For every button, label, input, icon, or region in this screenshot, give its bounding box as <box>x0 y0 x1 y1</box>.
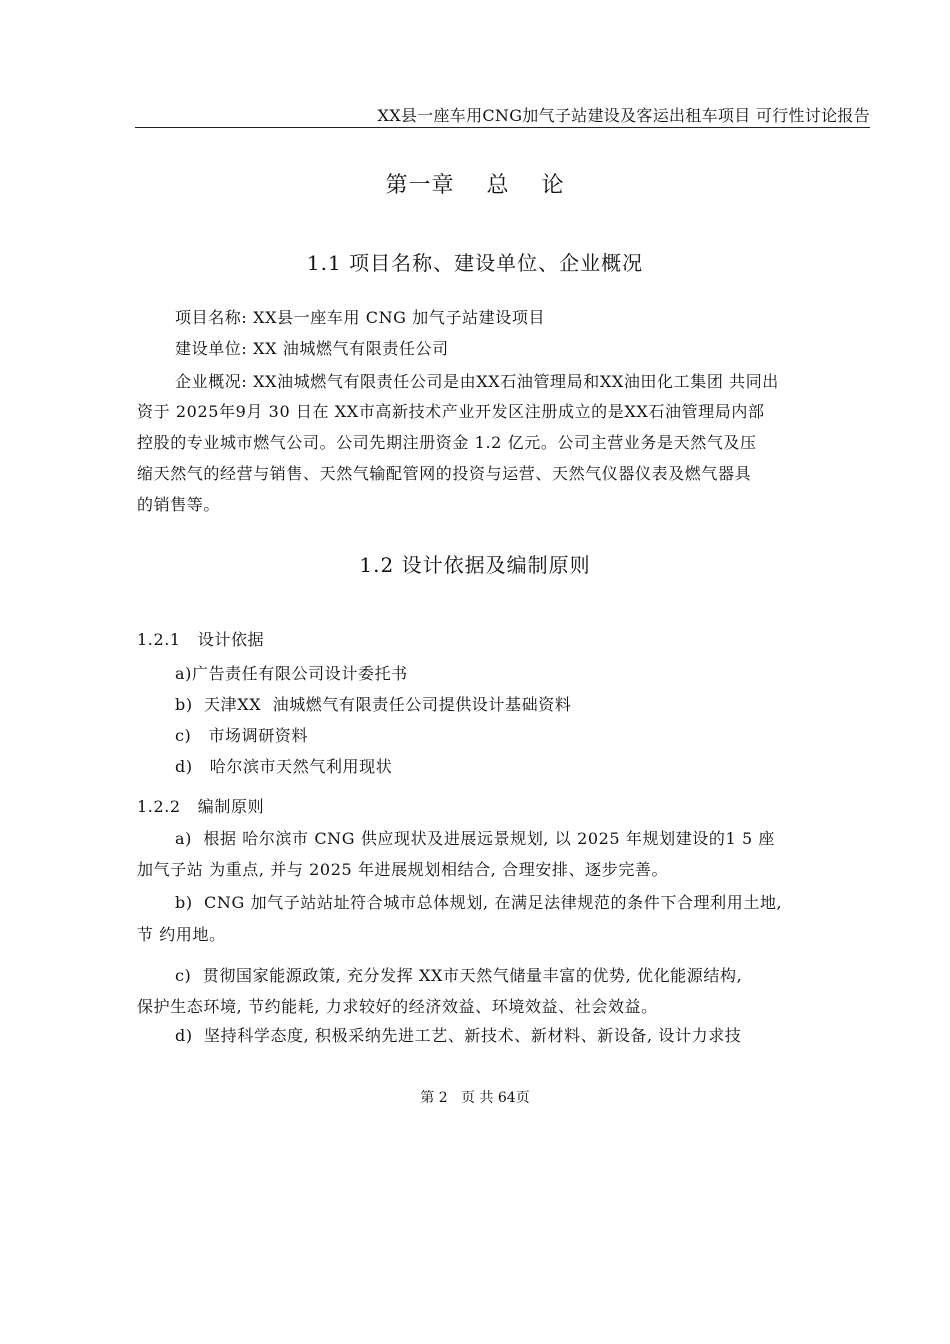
design-basis-item: d) 哈尔滨市天然气利用现状 <box>175 757 393 776</box>
design-basis-item: c) 市场调研资料 <box>175 726 309 745</box>
principle-line: a) 根据 哈尔滨市 CNG 供应现状及进展远景规划, 以 2025 年规划建设的1 5 座 <box>175 829 776 848</box>
principle-line: c) 贯彻国家能源政策, 充分发挥 XX市天然气储量丰富的优势, 优化能源结构, <box>175 966 743 985</box>
page-header <box>135 101 870 128</box>
company-overview-line: 缩天然气的经营与销售、天然气输配管网的投资与运营、天然气仪器仪表及燃气器具 <box>137 464 752 483</box>
principle-line: b) CNG 加气子站站址符合城市总体规划, 在满足法律规范的条件下合理利用土地, <box>175 893 783 912</box>
principle-line: d) 坚持科学态度, 积极采纳先进工艺、新技术、新材料、新设备, 设计力求技 <box>175 1026 742 1045</box>
design-basis-item: a)广告责任有限公司设计委托书 <box>175 664 408 683</box>
company-overview-line: 的销售等。 <box>137 495 221 514</box>
principle-line: 保护生态环境, 节约能耗, 力求较好的经济效益、环境效益、社会效益。 <box>137 997 658 1016</box>
header-title: XX县一座车用CNG加气子站建设及客运出租车项目 可行性讨论报告 <box>377 106 870 125</box>
company-overview-line: 企业概况: XX油城燃气有限责任公司是由XX石油管理局和XX油田化工集团 共同出 <box>175 372 779 391</box>
principle-line: 加气子站 为重点, 并与 2025 年进展规划相结合, 合理安排、逐步完善。 <box>137 860 669 879</box>
principle-line: 节 约用地。 <box>137 925 226 944</box>
page-footer: 第 2 页 共 64页 <box>420 1090 530 1106</box>
subsection-heading-1-2-1: 1.2.1 设计依据 <box>137 630 265 649</box>
company-overview-line: 控股的专业城市燃气公司。公司先期注册资金 1.2 亿元。公司主营业务是天然气及压 <box>137 433 757 452</box>
section-title-1-2: 1.2 设计依据及编制原则 <box>359 553 591 577</box>
builder-line: 建设单位: XX 油城燃气有限责任公司 <box>175 339 449 358</box>
chapter-title: 第一章 总 论 <box>385 173 565 198</box>
subsection-heading-1-2-2: 1.2.2 编制原则 <box>137 797 265 816</box>
design-basis-item: b) 天津XX 油城燃气有限责任公司提供设计基础资料 <box>175 695 572 714</box>
section-title-1-1: 1.1 项目名称、建设单位、企业概况 <box>306 251 644 275</box>
company-overview-line: 资于 2025年9月 30 日在 XX市高新技术产业开发区注册成立的是XX石油管理局内部 <box>137 402 765 421</box>
project-name-line: 项目名称: XX县一座车用 CNG 加气子站建设项目 <box>175 308 546 327</box>
